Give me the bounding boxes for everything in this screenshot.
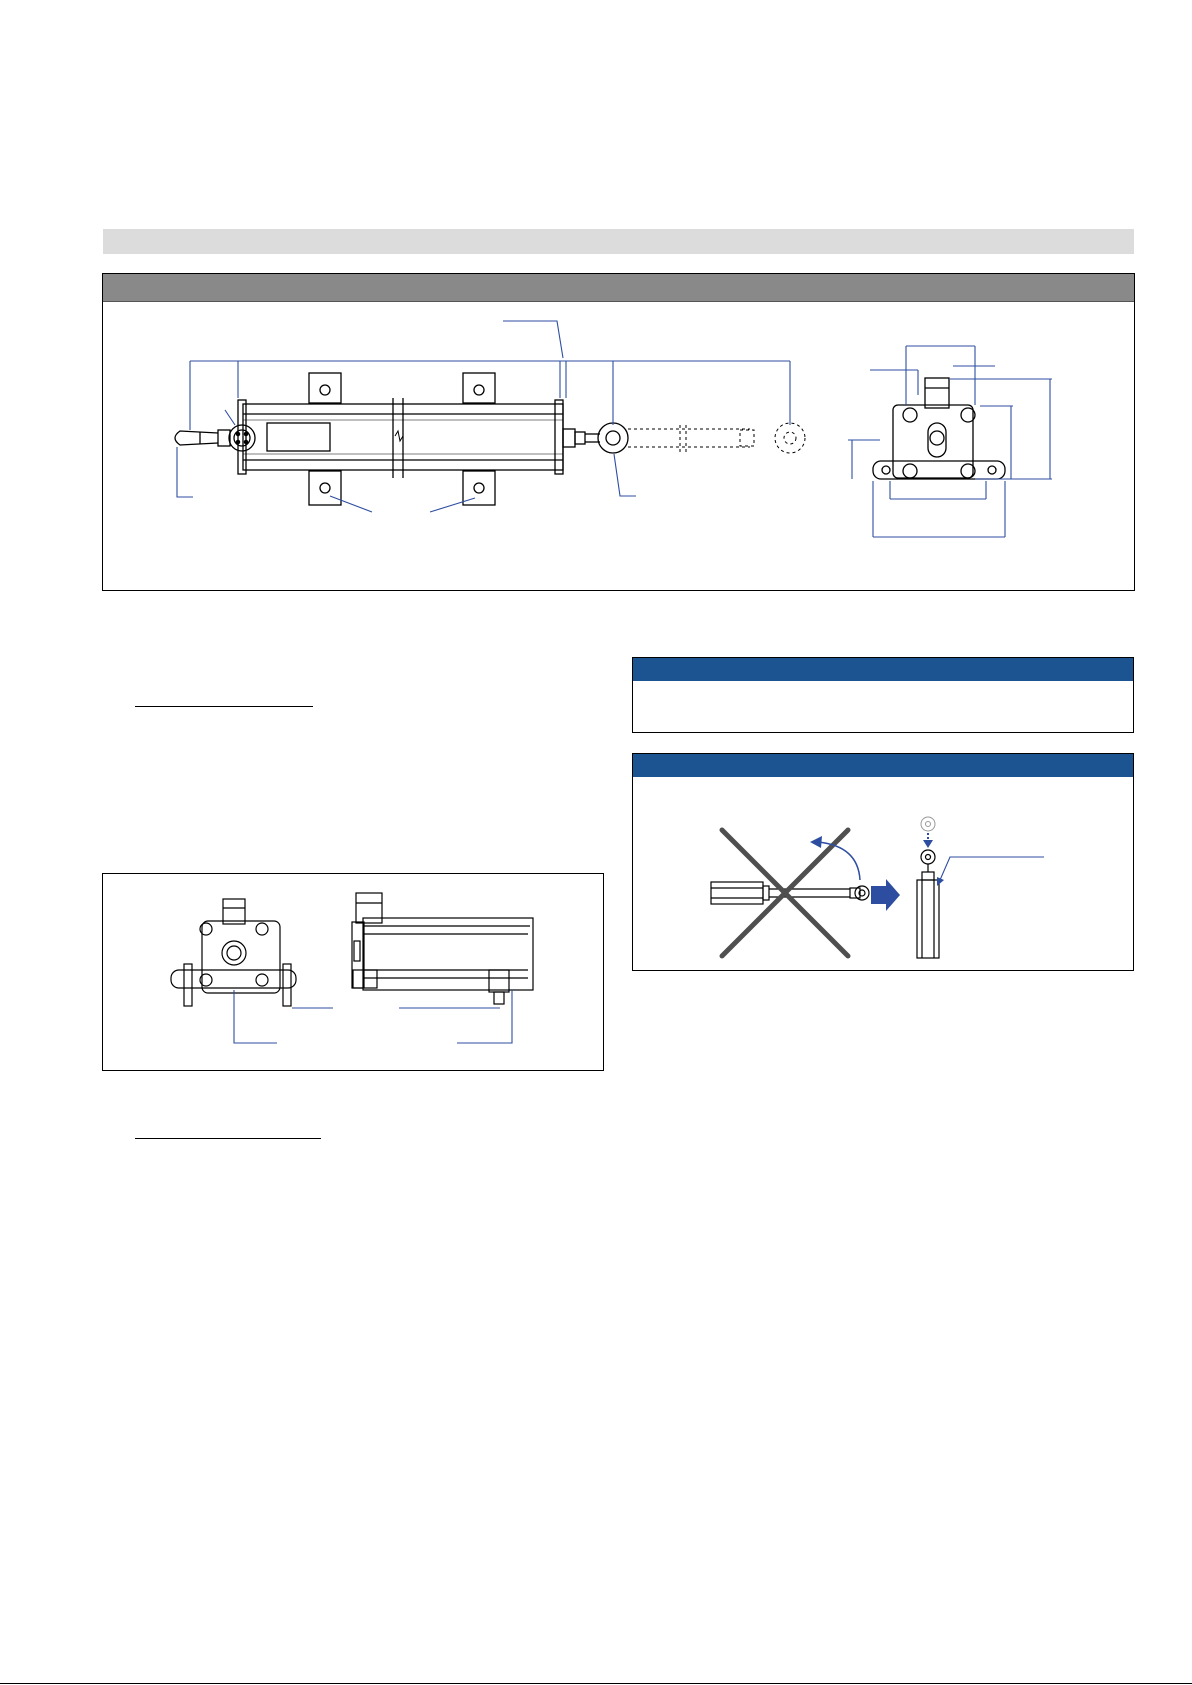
page-bottom-border — [0, 1683, 1192, 1684]
